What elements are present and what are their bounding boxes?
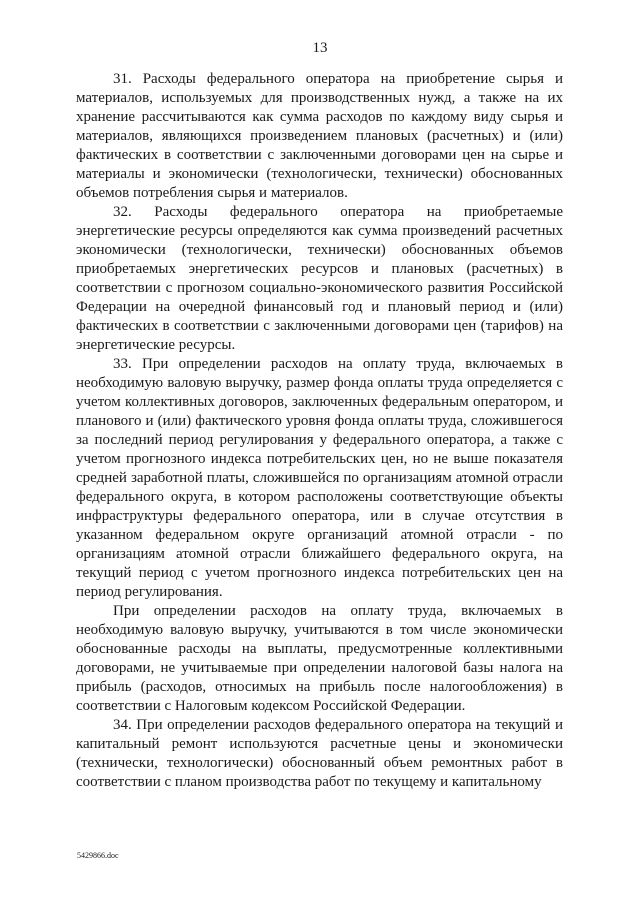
paragraph-34: 34. При определении расходов федерального оператора на текущий и капитальный ремонт используются расчетные цены и экономически (технически, технологически) обоснованный объем ремонтных работ в соответствии с планом производства работ по текущему и капитальному <box>76 717 563 790</box>
page-number: 13 <box>312 40 328 56</box>
paragraph-32: 32. Расходы федерального оператора на приобретаемые энергетические ресурсы определяются как сумма произведений расчетных экономически (технологически, технически) обоснованных объемов приобретаемых энергетических ресурсов и плановых (расчетных) в соответствии с прогнозом социально-экономического развития Российской Федерации на очередной финансовый год и плановый период и (или) фактических в соответствии с заключенными договорами цен (тарифов) на энергетические ресурсы. <box>76 204 563 353</box>
paragraph-31: 31. Расходы федерального оператора на приобретение сырья и материалов, используемых для производственных нужд, а также на их хранение рассчитываются как сумма расходов по каждому виду сырья и материалов, являющихся произведением плановых (расчетных) и (или) фактических в соответствии с заключенными договорами цен на сырье и материалы и экономически (технологически, технически) обоснованных объемов потребления сырья и материалов. <box>76 71 563 201</box>
footer-filename: 5429866.doc <box>77 851 119 860</box>
paragraph-33-continued: При определении расходов на оплату труда, включаемых в необходимую валовую выручку, учитываются в том числе экономически обоснованные расходы на выплаты, предусмотренные коллективными договорами, не учитываемые при определении налоговой базы налога на прибыль (расходов, относимых на прибыль после налогообложения) в соответствии с Налоговым кодексом Российской Федерации. <box>76 603 563 714</box>
paragraph-33: 33. При определении расходов на оплату труда, включаемых в необходимую валовую выручку, размер фонда оплаты труда определяется с учетом коллективных договоров, заключенных федеральным оператором, и планового и (или) фактического уровня фонда оплаты труда, сложившегося за последний период регулирования у федерального оператора, а также с учетом прогнозного индекса потребительских цен, но не выше показателя средней заработной платы, сложившейся по организациям атомной отрасли федерального округа, в котором расположены соответствующие объекты инфраструктуры федерального оператора, или в случае отсутствия в указанном федеральном округе организаций атомной отрасли - по организациям атомной отрасли ближайшего федерального округа, на текущий период с учетом прогнозного индекса потребительских цен на период регулирования. <box>76 356 563 600</box>
document-body <box>76 70 563 792</box>
